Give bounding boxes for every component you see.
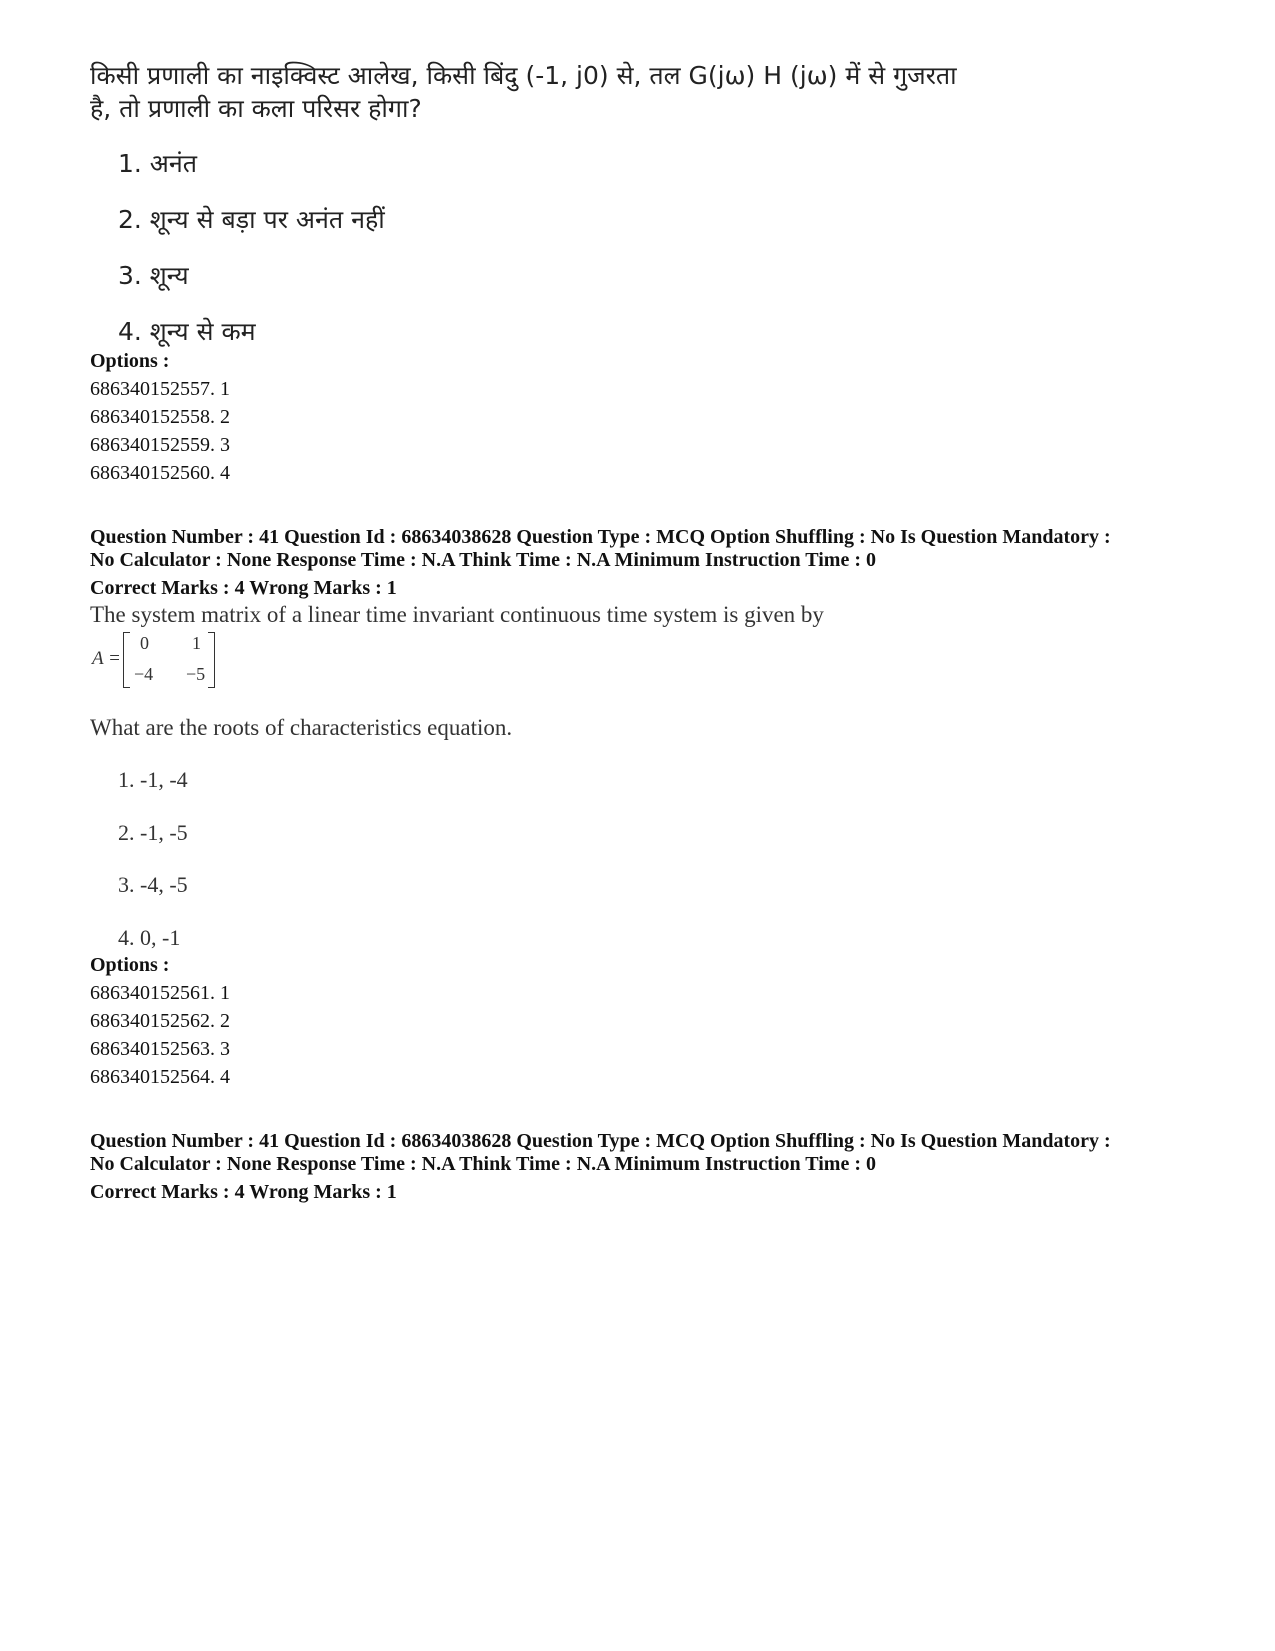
right-bracket — [208, 632, 215, 688]
choice-item: 1. -1, -4 — [118, 767, 188, 792]
system-matrix — [90, 630, 230, 690]
question-meta-line-1: Question Number : 41 Question Id : 68634038628 Question Type : MCQ Option Shuffling : No Is Question Mandatory : — [90, 526, 1111, 548]
matrix-cell: 0 — [140, 633, 149, 653]
option-id: 686340152557. 1 — [90, 378, 230, 400]
question-text-line-2: है, तो प्रणाली का कला परिसर होगा? — [90, 94, 422, 123]
left-bracket — [123, 632, 130, 688]
marks-line: Correct Marks : 4 Wrong Marks : 1 — [90, 577, 397, 599]
choice-item: 1. अनंत — [118, 149, 198, 178]
question-meta-line-2: No Calculator : None Response Time : N.A Think Time : N.A Minimum Instruction Time : 0 — [90, 549, 876, 571]
question-meta-line-2: No Calculator : None Response Time : N.A Think Time : N.A Minimum Instruction Time : 0 — [90, 1153, 876, 1175]
option-id: 686340152559. 3 — [90, 434, 230, 456]
question-text-2: What are the roots of characteristics equation. — [90, 715, 513, 740]
choice-item: 2. शून्य से बड़ा पर अनंत नहीं — [118, 205, 385, 234]
matrix-cell: 1 — [192, 633, 201, 653]
question-text: The system matrix of a linear time invariant continuous time system is given by — [90, 602, 824, 627]
option-id: 686340152558. 2 — [90, 406, 230, 428]
option-id: 686340152560. 4 — [90, 462, 230, 484]
choice-item: 3. -4, -5 — [118, 872, 188, 897]
choice-item: 4. शून्य से कम — [118, 317, 256, 346]
choice-item: 4. 0, -1 — [118, 925, 181, 950]
option-id: 686340152563. 3 — [90, 1038, 230, 1060]
option-id: 686340152564. 4 — [90, 1066, 230, 1088]
matrix-label: A = — [92, 648, 121, 669]
matrix-cell: −4 — [134, 664, 154, 684]
option-id: 686340152562. 2 — [90, 1010, 230, 1032]
matrix-cell: −5 — [186, 664, 206, 684]
options-label: Options : — [90, 954, 170, 976]
question-meta-line-1: Question Number : 41 Question Id : 68634038628 Question Type : MCQ Option Shuffling : No Is Question Mandatory : — [90, 1130, 1111, 1152]
option-id: 686340152561. 1 — [90, 982, 230, 1004]
choice-item: 3. शून्य — [118, 261, 189, 290]
marks-line: Correct Marks : 4 Wrong Marks : 1 — [90, 1181, 397, 1203]
options-label: Options : — [90, 350, 170, 372]
choice-item: 2. -1, -5 — [118, 820, 188, 845]
question-text-line-1: किसी प्रणाली का नाइक्विस्ट आलेख, किसी बिंदु (-1, j0) से, तल G(jω) H (jω) में से गुजरता — [90, 61, 957, 90]
